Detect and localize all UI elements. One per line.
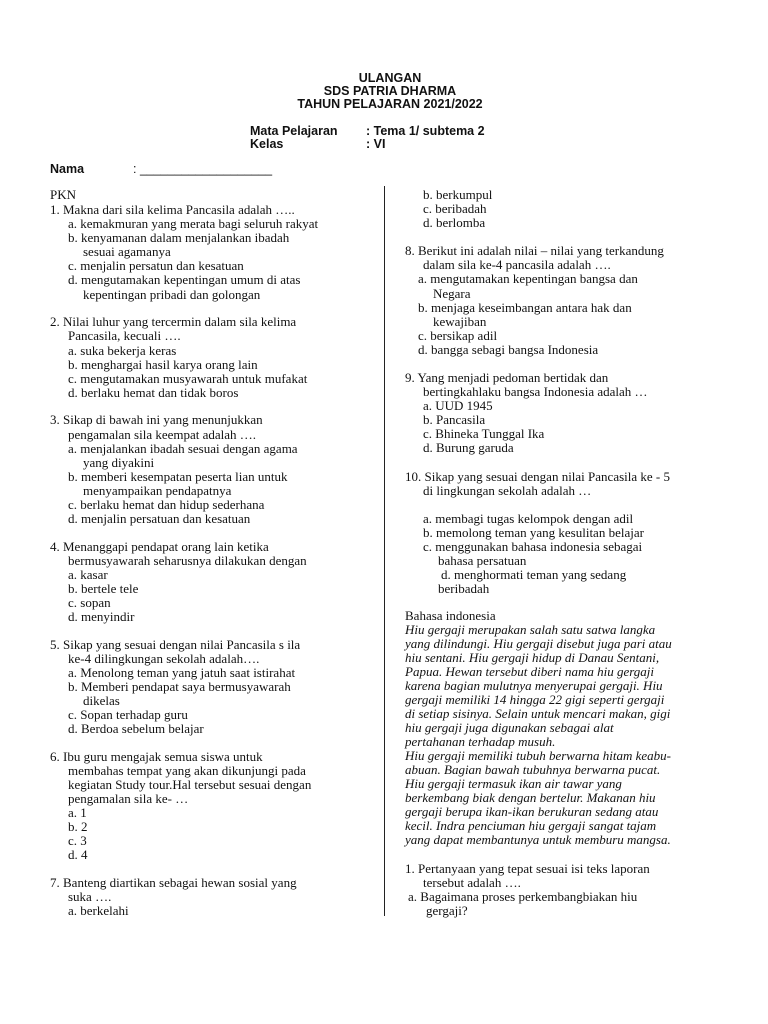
bq1-option-a-cont: gergaji? [426,903,468,918]
subject-value: : Tema 1/ subtema 2 [366,124,485,138]
q8-option-a-cont: Negara [433,286,471,301]
question-4-cont: bermusyawarah seharusnya dilakukan dengan [68,553,307,568]
q2-option-d: d. berlaku hemat dan tidak boros [68,385,239,400]
q5-option-d: d. Berdoa sebelum belajar [68,721,204,736]
q3-option-b: b. memberi kesempatan peserta lian untuk [68,469,288,484]
question-9: 9. Yang menjadi pedoman bertidak dan [405,370,609,385]
column-divider [384,186,385,916]
question-9-cont: bertingkahlaku bangsa Indonesia adalah … [423,384,648,399]
q6-option-b: b. 2 [68,819,88,834]
question-6-cont-1: membahas tempat yang akan dikunjungi pada [68,763,306,778]
question-7: 7. Banteng diartikan sebagai hewan sosial yang [50,875,297,890]
reading-passage-line-5: karena bagian mulutnya menyerupai gergaji. Hiu [405,678,663,693]
q1-option-b-cont: sesuai agamanya [83,244,171,259]
q8-option-d: d. bangga sebagi bangsa Indonesia [418,342,599,357]
q1-option-c: c. menjalin persatun dan kesatuan [68,258,244,273]
reading-passage-line-1: Hiu gergaji merupakan salah satu satwa langka [405,622,656,637]
q7-option-a: a. berkelahi [68,903,129,918]
q2-option-b: b. menghargai hasil karya orang lain [68,357,258,372]
reading-passage-line-14: gergaji berupa ikan-ikan berukuran sedang atau [405,804,659,819]
q9-option-b: b. Pancasila [423,412,486,427]
question-5-cont: ke-4 dilingkungan sekolah adalah…. [68,651,260,666]
subject-label: Mata Pelajaran [250,124,338,138]
question-10: 10. Sikap yang sesuai dengan nilai Pancasila ke - 5 [405,469,670,484]
q5-option-b-cont: dikelas [83,693,120,708]
q2-option-a: a. suka bekerja keras [68,343,177,358]
q6-option-c: c. 3 [68,833,87,848]
q10-option-c-cont: bahasa persatuan [438,553,527,568]
question-6-cont-2: kegiatan Study tour.Hal tersebut sesuai dengan [68,777,312,792]
question-3: 3. Sikap di bawah ini yang menunjukkan [50,412,263,427]
reading-passage-line-2: yang dilindungi. Hiu gergaji disebut juga pari atau [405,636,672,651]
q9-option-d: d. Burung garuda [423,440,514,455]
school-year: TAHUN PELAJARAN 2021/2022 [297,97,483,111]
question-6-cont-3: pengamalan sila ke- … [68,791,189,806]
q3-option-c: c. berlaku hemat dan hidup sederhana [68,497,265,512]
q8-option-a: a. mengutamakan kepentingan bangsa dan [418,271,638,286]
bq1-option-a: a. Bagaimana proses perkembangbiakan hiu [408,889,638,904]
question-10-cont: di lingkungan sekolah adalah … [423,483,592,498]
q1-option-d-cont: kepentingan pribadi dan golongan [83,287,261,302]
q4-option-b: b. bertele tele [68,581,139,596]
reading-passage-line-6: gergaji memiliki 14 hingga 22 gigi seperti gergaji [405,692,665,707]
reading-passage-line-13: berkembang biak dengan bertelur. Makanan hiu [405,790,656,805]
q8-option-b: b. menjaga keseimbangan antara hak dan [418,300,632,315]
reading-passage-line-10: Hiu gergaji memiliki tubuh berwarna hitam keabu- [405,748,671,763]
q4-option-d: d. menyindir [68,609,135,624]
question-8-cont: dalam sila ke-4 pancasila adalah …. [423,257,611,272]
q3-option-d: d. menjalin persatuan dan kesatuan [68,511,251,526]
q10-option-c: c. menggunakan bahasa indonesia sebagai [423,539,643,554]
school-name: SDS PATRIA DHARMA [323,84,457,98]
q2-option-c: c. mengutamakan musyawarah untuk mufakat [68,371,308,386]
q5-option-a: a. Menolong teman yang jatuh saat istirahat [68,665,296,680]
reading-passage-line-11: abuan. Bagian bawah tubuhnya berwarna pucat. [405,762,661,777]
q8-option-b-cont: kewajiban [433,314,487,329]
name-label: Nama [50,162,85,176]
reading-passage-line-8: hiu gergaji juga digunakan sebagai alat [405,720,614,735]
question-6: 6. Ibu guru mengajak semua siswa untuk [50,749,263,764]
section-heading-bahasa: Bahasa indonesia [405,608,496,623]
class-value: : VI [366,137,386,151]
section-heading-pkn: PKN [50,187,77,202]
q1-option-d: d. mengutamakan kepentingan umum di atas [68,272,301,287]
question-7-cont: suka …. [68,889,112,904]
q4-option-a: a. kasar [68,567,108,582]
q6-option-d: d. 4 [68,847,88,862]
bahasa-question-1: 1. Pertanyaan yang tepat sesuai isi teks laporan [405,861,650,876]
q7-option-c: c. beribadah [423,201,487,216]
question-2-cont: Pancasila, kecuali …. [68,328,181,343]
reading-passage-line-12: Hiu gergaji termasuk ikan air tawar yang [405,776,622,791]
reading-passage-line-4: Papua. Hewan tersebut diberi nama hiu gergaji [405,664,655,679]
q5-option-b: b. Memberi pendapat saya bermusyawarah [68,679,291,694]
question-1: 1. Makna dari sila kelima Pancasila adalah ….. [50,202,295,217]
name-field[interactable]: : ___________________ [133,162,273,176]
reading-passage-line-3: hiu sentani. Hiu gergaji hidup di Danau Sentani, [405,650,660,665]
q7-option-b: b. berkumpul [423,187,493,202]
q3-option-b-cont: menyampaikan pendapatnya [83,483,232,498]
q5-option-c: c. Sopan terhadap guru [68,707,188,722]
question-4: 4. Menanggapi pendapat orang lain ketika [50,539,269,554]
q7-option-d: d. berlomba [423,215,486,230]
q1-option-a: a. kemakmuran yang merata bagi seluruh rakyat [68,216,319,231]
question-5: 5. Sikap yang sesuai dengan nilai Pancasila s ila [50,637,301,652]
reading-passage-line-15: kecil. Indra penciuman hiu gergaji sangat tajam [405,818,657,833]
q3-option-a: a. menjalankan ibadah sesuai dengan agama [68,441,298,456]
q10-option-d: d. menghormati teman yang sedang [441,567,627,582]
reading-passage-line-16: yang dapat membantunya untuk memburu mangsa. [405,832,671,847]
q1-option-b: b. kenyamanan dalam menjalankan ibadah [68,230,290,245]
exam-title: ULANGAN [358,71,422,85]
question-2: 2. Nilai luhur yang tercermin dalam sila kelima [50,314,297,329]
q9-option-a: a. UUD 1945 [423,398,493,413]
question-3-cont: pengamalan sila keempat adalah …. [68,427,257,442]
question-8: 8. Berikut ini adalah nilai – nilai yang terkandung [405,243,664,258]
q8-option-c: c. bersikap adil [418,328,498,343]
bahasa-question-1-cont: tersebut adalah …. [423,875,521,890]
q10-option-a: a. membagi tugas kelompok dengan adil [423,511,634,526]
q10-option-d-cont: beribadah [438,581,490,596]
q10-option-b: b. memolong teman yang kesulitan belajar [423,525,644,540]
q9-option-c: c. Bhineka Tunggal Ika [423,426,545,441]
reading-passage-line-7: di setiap sisinya. Selain untuk mencari makan, gigi [405,706,671,721]
class-label: Kelas [250,137,284,151]
q3-option-a-cont: yang diyakini [83,455,155,470]
q6-option-a: a. 1 [68,805,87,820]
q4-option-c: c. sopan [68,595,111,610]
reading-passage-line-9: pertahanan terhadap musuh. [405,734,556,749]
